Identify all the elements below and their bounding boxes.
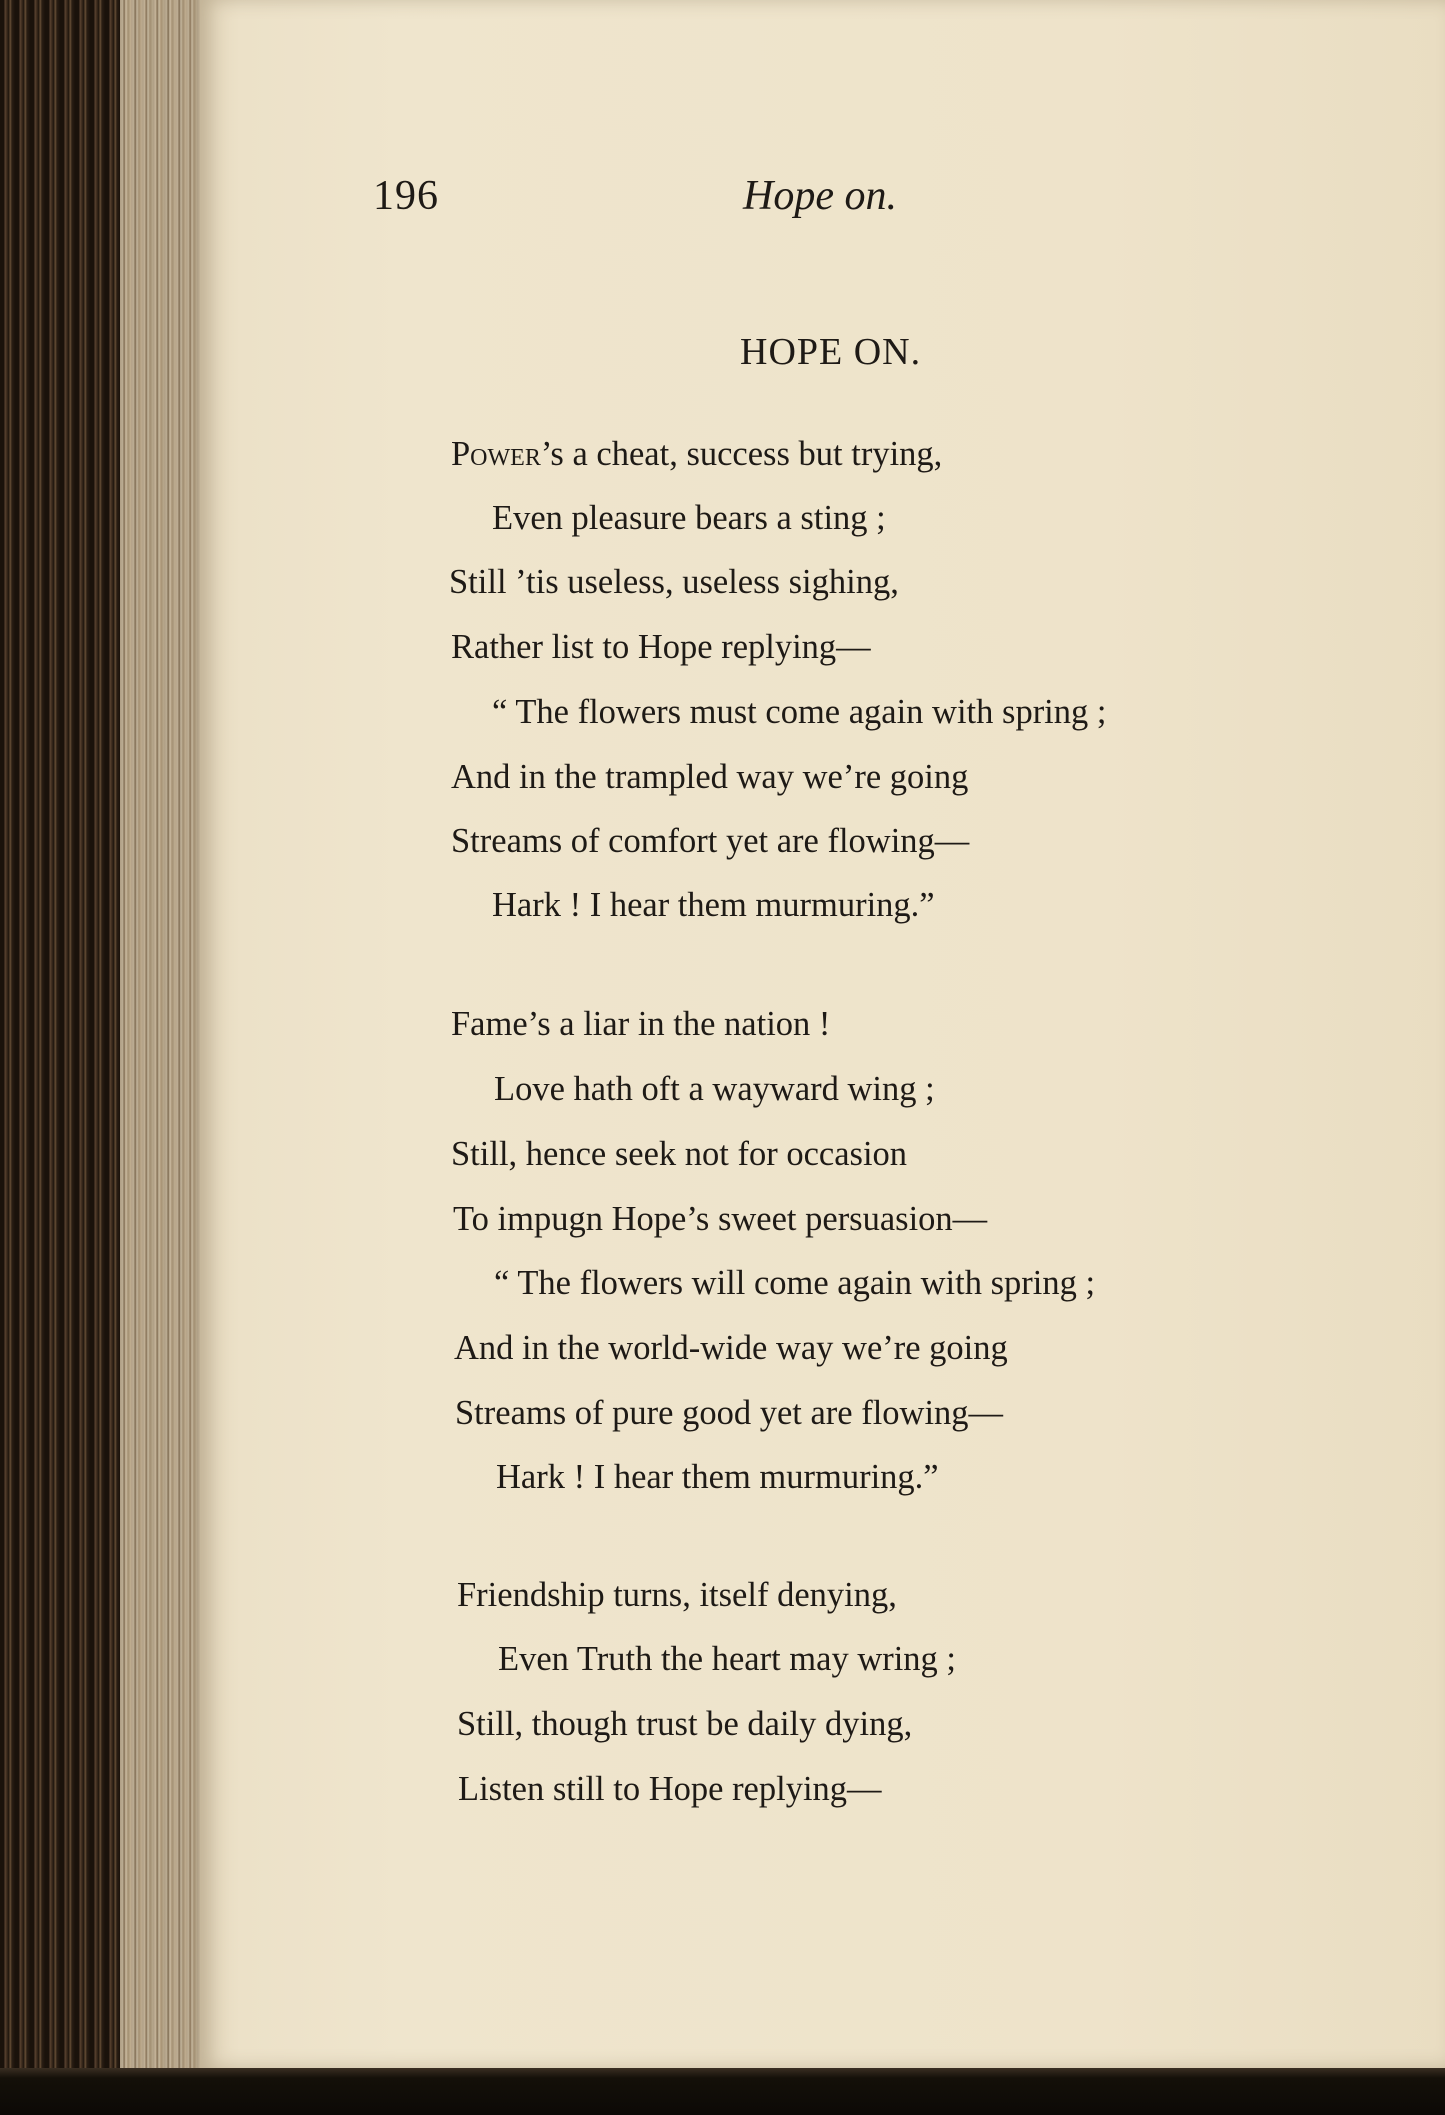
poem-line-16: Hark ! I hear them murmuring.” [496,1458,939,1496]
scanner-bottom-edge [0,2068,1445,2115]
poem-line-20: Listen still to Hope replying— [458,1770,882,1808]
poem-line-11: Still, hence seek not for occasion [451,1135,908,1173]
poem-line-19: Still, though trust be daily dying, [457,1705,913,1743]
poem-line-6: And in the trampled way we’re going [451,758,969,796]
page-edges-stack [120,0,205,2075]
poem-line-14: And in the world-wide way we’re going [454,1329,1008,1367]
poem-line-12: To impugn Hope’s sweet persuasion— [453,1200,988,1238]
poem-line-18: Even Truth the heart may wring ; [498,1640,957,1678]
poem-line-9: Fame’s a liar in the nation ! [451,1005,831,1043]
page-number: 196 [373,173,439,219]
poem-title: HOPE ON. [740,331,922,373]
poem-line-7: Streams of comfort yet are flowing— [451,822,970,860]
poem-line-3: Still ’tis useless, useless sighing, [449,563,899,601]
poem-line-2: Even pleasure bears a sting ; [492,499,886,537]
poem-line-4: Rather list to Hope replying— [451,628,871,666]
poem-line-1 [451,435,942,474]
poem-line-10: Love hath oft a wayward wing ; [494,1070,935,1108]
poem-line-8: Hark ! I hear them murmuring.” [492,886,935,924]
poem-line-17: Friendship turns, itself denying, [457,1576,897,1614]
poem-line-15: Streams of pure good yet are flowing— [455,1394,1004,1432]
poem-line-13: “ The flowers will come again with spring ; [494,1264,1096,1302]
poem-line-5: “ The flowers must come again with spring ; [492,693,1107,731]
running-head: Hope on. [743,173,897,219]
first-word-small-caps: Power [451,435,541,473]
first-line-rest: ’s a cheat, success but trying, [540,435,943,473]
